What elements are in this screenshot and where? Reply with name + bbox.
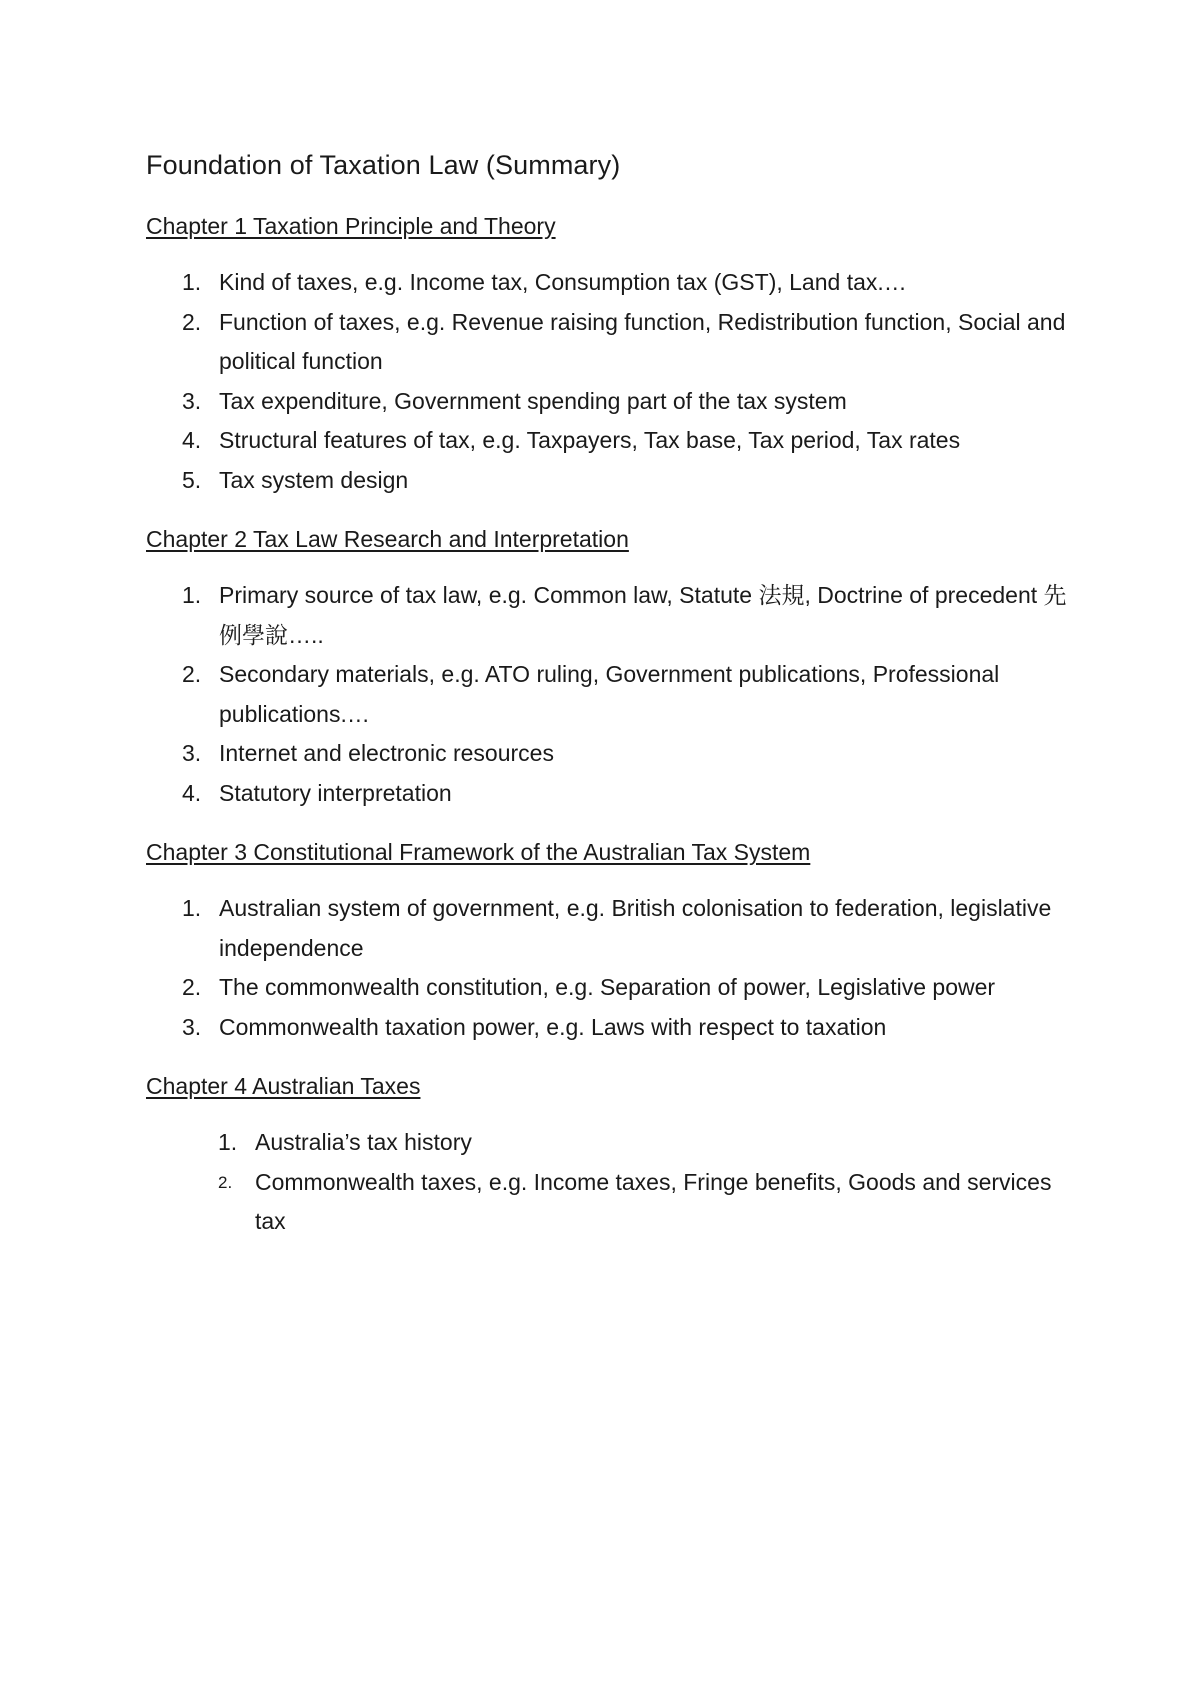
item-text: Commonwealth taxes, e.g. Income taxes, Fringe benefits, Goods and services tax [255, 1168, 1052, 1234]
chapter-item-list [146, 889, 1076, 1047]
list-item [146, 576, 1076, 655]
item-number: 5. [182, 466, 202, 493]
item-number: 3. [182, 1013, 202, 1040]
chapter-heading: Chapter 4 Australian Taxes [146, 1073, 421, 1099]
item-number: 4. [182, 427, 202, 453]
item-number: 2. [182, 661, 202, 687]
item-text: Primary source of tax law, e.g. Common law, Statute 法規, Doctrine of precedent 先例學說….. [219, 582, 1067, 648]
item-text: The commonwealth constitution, e.g. Separation of power, Legislative power [219, 974, 996, 1000]
chapter-item-list [146, 576, 1076, 813]
list-item [146, 968, 1076, 1008]
item-text: Australia’s tax history [255, 1129, 472, 1155]
item-text: Structural features of tax, e.g. Taxpayers, Tax base, Tax period, Tax rates [219, 427, 961, 453]
item-text: Australian system of government, e.g. British colonisation to federation, legislative independence [219, 895, 1052, 961]
item-number: 1. [182, 895, 202, 921]
list-item [146, 1163, 1076, 1242]
list-item [146, 889, 1076, 968]
list-item [146, 461, 1076, 501]
chapter-2 [146, 522, 1076, 813]
item-number: 1. [182, 582, 202, 608]
chapter-item-list [146, 1123, 1076, 1242]
list-item [146, 1123, 1076, 1163]
item-number: 3. [182, 740, 202, 766]
item-text: Kind of taxes, e.g. Income tax, Consumption tax (GST), Land tax.… [219, 269, 907, 295]
item-number: 2. [182, 308, 202, 335]
document-title: Foundation of Taxation Law (Summary) [146, 150, 621, 180]
chapter-4 [146, 1069, 1076, 1242]
item-number: 4. [182, 779, 202, 806]
item-text: Tax expenditure, Government spending part of the tax system [219, 387, 847, 414]
item-number: 2. [218, 1172, 233, 1192]
item-text: Commonwealth taxation power, e.g. Laws with respect to taxation [219, 1013, 887, 1040]
document-body [146, 145, 1076, 1264]
item-text: Statutory interpretation [219, 779, 452, 806]
chapter-heading: Chapter 2 Tax Law Research and Interpretation [146, 526, 629, 552]
list-item [146, 655, 1076, 734]
chapter-heading: Chapter 3 Constitutional Framework of the Australian Tax System [146, 839, 811, 865]
list-item [146, 382, 1076, 422]
list-item [146, 734, 1076, 774]
item-text: Internet and electronic resources [219, 740, 554, 766]
chapter-3 [146, 835, 1076, 1047]
item-text: Function of taxes, e.g. Revenue raising function, Redistribution function, Social and political function [219, 308, 1066, 374]
list-item [146, 303, 1076, 382]
chapter-1 [146, 209, 1076, 500]
item-number: 1. [182, 269, 202, 295]
item-number: 1. [218, 1129, 238, 1155]
item-number: 3. [182, 387, 202, 414]
list-item [146, 1008, 1076, 1048]
item-number: 2. [182, 974, 202, 1000]
list-item [146, 774, 1076, 814]
list-item [146, 421, 1076, 461]
chapter-item-list [146, 263, 1076, 500]
item-text: Tax system design [219, 466, 409, 493]
chapter-heading: Chapter 1 Taxation Principle and Theory [146, 213, 556, 239]
item-text: Secondary materials, e.g. ATO ruling, Government publications, Professional publications.… [219, 661, 1000, 727]
list-item [146, 263, 1076, 303]
